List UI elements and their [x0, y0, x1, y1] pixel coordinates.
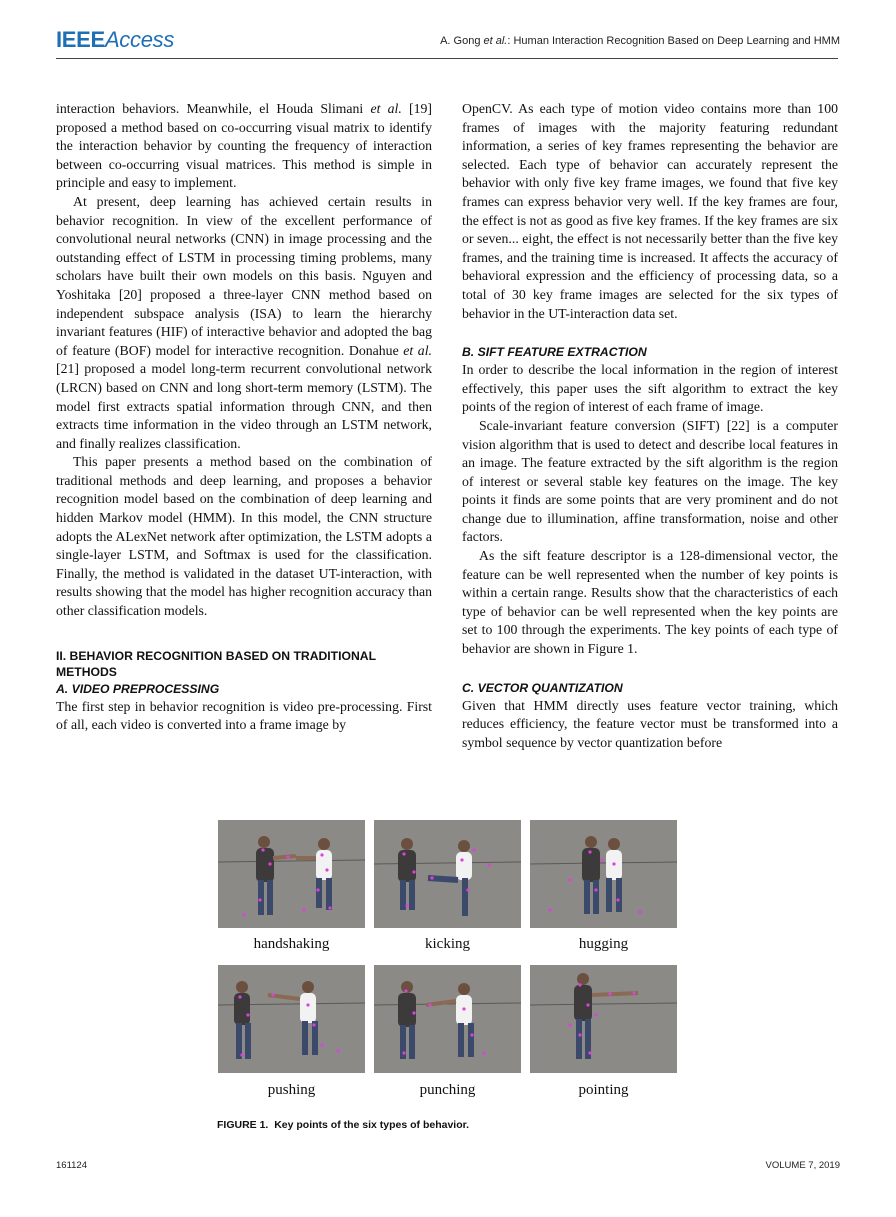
paragraph: Scale-invariant feature conversion (SIFT) [22] is a computer vision algorithm that is used to detect and describe local features in an image. The feature extracted by the sift algorithm is the region of interest or several stable key features on the image. The key points it finds are some points that are very prominent and do not change due to illumination, affine transformation, noise and other factors. [462, 417, 838, 545]
photo-pointing [530, 965, 677, 1073]
section-heading: II. BEHAVIOR RECOGNITION BASED ON TRADITIONAL METHODS [56, 648, 376, 679]
header-divider [56, 58, 838, 59]
paragraph: In order to describe the local information in the region of interest effectively, this paper uses the sift algorithm to extract the key points of the region of interest of each frame of image. [462, 362, 838, 415]
subsection-heading: C. VECTOR QUANTIZATION [462, 680, 623, 695]
paragraph: As the sift feature descriptor is a 128-dimensional vector, the feature can be well represented when the number of key points is within a certain range. Results show that the characteristics of each type of behavior can be well represented when the key points are set to 100 through the experiments. The key points of each type of behavior are shown in Figure 1. [462, 548, 838, 657]
paragraph: OpenCV. As each type of motion video contains more than 100 frames of images with the majority featuring redundant information, a series of key frames representing the behavior are selected. Each type of behavior can accurately represent the behavior with only five key frame images, we found that five key frames can express behavior very well. If the key frames are four, the effect is not as good as five key frames. If the key frames are six or seven... eight, the effect is not necessarily better than the five key frames, and the training time is increased. It affects the accuracy of behavioral expression and the efficiency of processing data, so a total of 30 key frame images are selected for the six types of behavior in the UT-interaction data set. [462, 101, 838, 321]
label-hugging: hugging [578, 936, 629, 952]
figure-caption: FIGURE 1. Key points of the six types of behavior. [217, 1119, 470, 1131]
journal-logo: IEEEAccess [56, 27, 175, 52]
right-column [462, 100, 838, 752]
label-punching: punching [419, 1082, 476, 1098]
subsection-heading: A. VIDEO PREPROCESSING [56, 681, 220, 696]
label-kicking: kicking [425, 936, 470, 952]
label-pushing: pushing [267, 1082, 316, 1098]
label-pointing: pointing [578, 1082, 629, 1098]
paragraph: This paper presents a method based on the combination of traditional methods and deep learning, and proposes a behavior recognition model based on the combination of deep learning and hidden Markov model (HMM). In this model, the CNN structure adopts the ALexNet network after optimization, the LSTM adopts a single-layer LSTM, and Softmax is used for the classification. Finally, the method is validated in the dataset UT-interaction, with results showing that the model has higher recognition accuracy than other classification models. [56, 454, 432, 619]
paragraph: At present, deep learning has achieved certain results in behavior recognition. In view of the excellent performance of convolutional neural networks (CNN) in image processing and the outstanding effect of LSTM in processing timing problems, many scholars have built their own models on this basis. Nguyen and Yoshitaka [20] proposed a three-layer CNN method based on independent subspace analysis (ISA) to learn the hierarchy invariant features (HIF) of interactive behavior and adopted the bag of feature (BOF) model for interactive recognition. Donahue et al. [21] proposed a model long-term recurrent convolutional network (LRCN) based on CNN and long short-term memory (LSTM). The model first extracts spatial information through CNN, and then extracts time information in the video through an LSTM network, and finally realizes classification. [56, 193, 432, 451]
photo-punching [374, 965, 521, 1073]
left-column [56, 100, 432, 735]
volume-info: VOLUME 7, 2019 [765, 1160, 840, 1171]
paragraph: The first step in behavior recognition is video pre-processing. First of all, each video is converted into a frame image by [56, 698, 432, 733]
paragraph: Given that HMM directly uses feature vector training, which reduces efficiency, the feature vector must be transformed into a symbol sequence by vector quantization before [462, 697, 838, 750]
label-handshaking: handshaking [253, 936, 330, 952]
photo-handshaking [218, 820, 365, 928]
paragraph: interaction behaviors. Meanwhile, el Houda Slimani et al. [19] proposed a method based on co-occurring visual matrix to identify the interaction behavior by counting the frequency of interaction between co-occurring visual matrices. This method is simple in principle and easy to implement. [56, 101, 432, 191]
subsection-heading: B. SIFT FEATURE EXTRACTION [462, 345, 647, 360]
photo-kicking [374, 820, 521, 928]
photo-pushing [218, 965, 365, 1073]
figure-1 [216, 818, 678, 1118]
photo-hugging [530, 820, 677, 928]
running-header: A. Gong et al.: Human Interaction Recognition Based on Deep Learning and HMM [440, 35, 840, 47]
page-number: 161124 [56, 1160, 87, 1171]
